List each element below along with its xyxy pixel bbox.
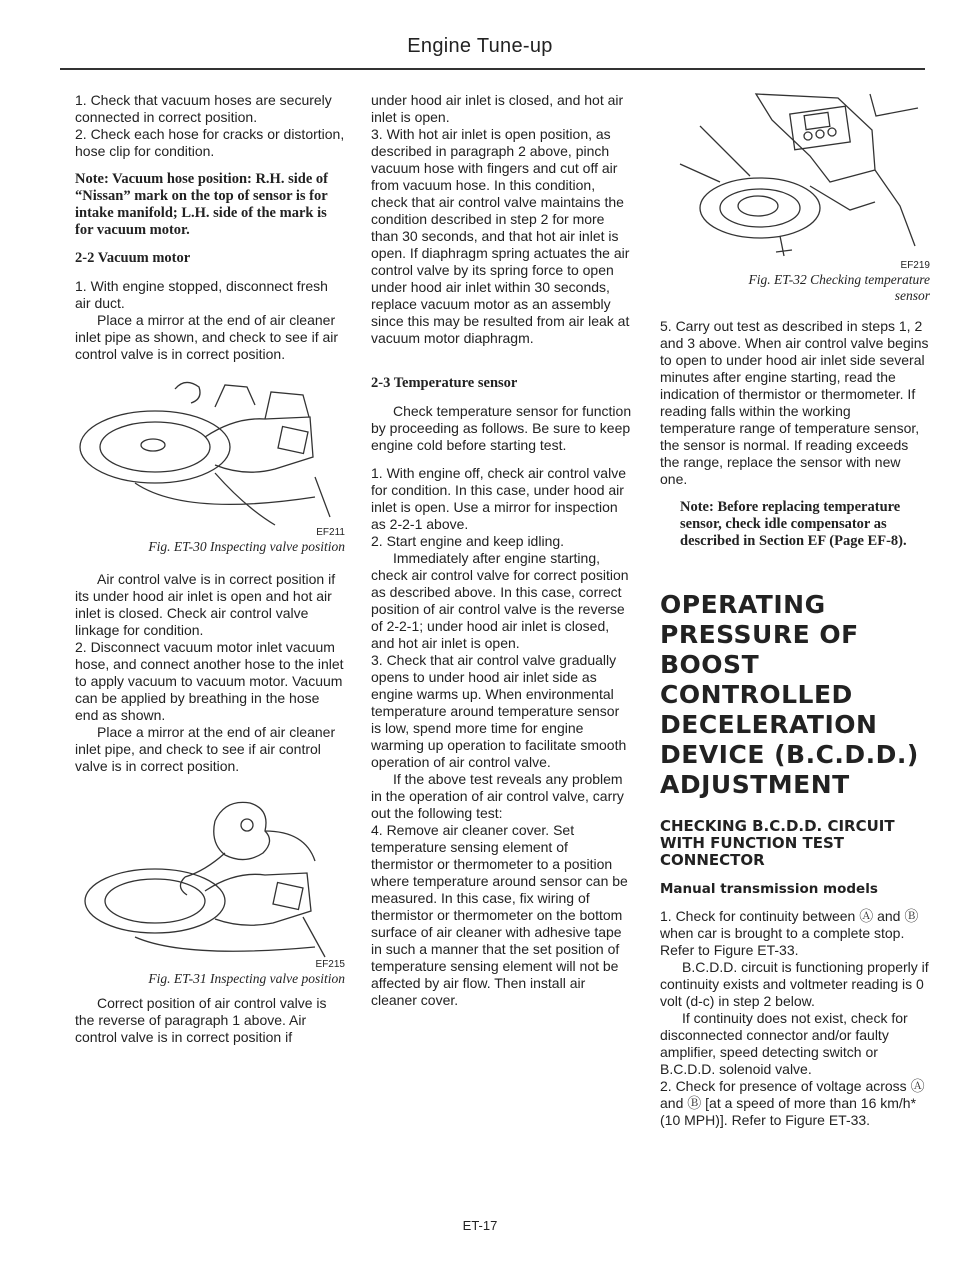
vacuum-breathing-illustration (75, 791, 345, 961)
paragraph: Place a mirror at the end of air cleaner inlet pipe as shown, and check to see if air control valve is in correct position. (75, 312, 339, 362)
paragraph: 1. With engine stopped, disconnect fresh air duct. (75, 278, 328, 311)
figure-et30 (75, 377, 345, 555)
page-header (0, 0, 960, 70)
paragraph: 4. Remove air cleaner cover. Set temperature sensing element of thermistor or thermometer to a position where temperature around sensor can be measured. In this case, fix wiring of thermistor or thermometer on the bottom surface of air cleaner with adhesive tape in such a manner that the set position of temperature sensing element will not be affected by air flow. Then install air cleaner cover. (371, 822, 628, 1008)
section-heading: 2-2 Vacuum motor (75, 250, 191, 266)
paragraph: Check temperature sensor for function by proceeding as follows. Be sure to keep engine cold before starting test. (371, 403, 632, 453)
column-right (660, 92, 930, 1129)
column-left (75, 92, 345, 1046)
figure-code: EF215 (315, 959, 345, 970)
paragraph: 1. Check that vacuum hoses are securely connected in correct position. (75, 92, 332, 125)
major-heading: OPERATING PRESSURE OF BOOST CONTROLLED DECELERATION DEVICE (B.C.D.D.) ADJUSTMENT (660, 590, 919, 799)
paragraph: B.C.D.D. circuit is functioning properly if continuity exists and voltmeter reading is 0 volt (d-c) in step 2 below. (660, 959, 929, 1009)
paragraph: 5. Carry out test as described in steps 1, 2 and 3 above. When air control valve begins to open to under hood air inlet side several minutes after engine starting, read the indication of thermistor or thermometer. If reading falls within the working temperature range of temperature sensor, the sensor is normal. If reading exceeds the range, replace the sensor with new one. (660, 318, 929, 487)
paragraph: 1. With engine off, check air control valve for condition. In this case, under hood air inlet is open. Use a mirror for inspection as 2-2-1 above. (371, 465, 626, 532)
subsubsection-heading: Manual transmission models (660, 881, 878, 897)
paragraph: 2. Check for presence of voltage across Ⓐ and Ⓑ [at a speed of more than 16 km/h* (10 MPH)]. Refer to Figure ET-33. (660, 1078, 925, 1128)
page-title: Engine Tune-up (407, 35, 553, 57)
subsection-heading: CHECKING B.C.D.D. CIRCUIT WITH FUNCTION TEST CONNECTOR (660, 817, 895, 869)
figure-code: EF219 (900, 260, 930, 271)
paragraph: Immediately after engine starting, check air control valve for correct position as described above. In this case, correct position of air control valve is the reverse of 2-2-1; under hood air inlet is closed, and hot air inlet is open. (371, 550, 629, 651)
paragraph: Correct position of air control valve is the reverse of paragraph 1 above. Air control valve is in correct position if (75, 995, 327, 1045)
paragraph: under hood air inlet is closed, and hot air inlet is open. (371, 92, 624, 125)
column-middle (371, 92, 633, 1009)
paragraph: If continuity does not exist, check for disconnected connector and/or faulty amplifier, speed detecting switch or B.C.D.D. solenoid valve. (660, 1010, 908, 1077)
paragraph: 3. With hot air inlet is open position, as described in paragraph 2 above, pinch vacuum hose with fingers and cut off air from vacuum hose. In this condition, check that air control valve maintains the condition described in step 2 for more than 30 seconds, and that hot air inlet is open. If diaphragm spring actuates the air control valve by its spring force to open under hood air inlet within 30 seconds, replace vacuum motor as an assembly since this may be resulted from air leak at vacuum motor diaphragm. (371, 126, 630, 346)
temperature-sensor-illustration (660, 86, 930, 262)
page-number: ET-17 (462, 1218, 498, 1233)
section-heading: 2-3 Temperature sensor (371, 375, 518, 391)
paragraph: 2. Start engine and keep idling. (371, 533, 565, 549)
paragraph: 2. Check each hose for cracks or distortion, hose clip for condition. (75, 126, 345, 159)
paragraph: 3. Check that air control valve gradually opens to under hood air inlet side as engine warms up. When environmental temperature around temperature sensor is low, spend more time for engine warming up operation to facilitate smooth operation of air control valve. (371, 652, 627, 770)
header-divider (60, 68, 925, 70)
figure-caption: Fig. ET-31 Inspecting valve position (148, 971, 345, 986)
paragraph: Place a mirror at the end of air cleaner inlet pipe, and check to see if air control valve is in correct position. (75, 724, 336, 774)
paragraph: 1. Check for continuity between Ⓐ and Ⓑ when car is brought to a complete stop. Refer to Figure ET-33. (660, 908, 919, 958)
figure-code: EF211 (316, 527, 345, 538)
paragraph: If the above test reveals any problem in the operation of air control valve, carry out the following test: (371, 771, 624, 821)
paragraph: Air control valve is in correct position if its under hood air inlet is open and hot air inlet is closed. Check air control valve linkage for condition. (75, 571, 336, 638)
note: Note: Before replacing temperature sensor, check idle compensator as described in Section EF (Page EF-8). (680, 499, 907, 549)
figure-caption: Fig. ET-32 Checking temperature (748, 272, 930, 287)
valve-mirror-illustration (75, 377, 345, 529)
figure-et32 (660, 86, 930, 304)
note: Note: Vacuum hose position: R.H. side of “Nissan” mark on the top of sensor is for intake manifold; L.H. side of the mark is for vacuum motor. (75, 171, 328, 238)
paragraph: 2. Disconnect vacuum motor inlet vacuum hose, and connect another hose to the inlet to apply vacuum to vacuum motor. Vacuum can be applied by breathing in the hose end as shown. (75, 639, 344, 723)
figure-caption: Fig. ET-30 Inspecting valve position (148, 539, 345, 554)
figure-caption: sensor (894, 288, 930, 303)
figure-et31 (75, 791, 345, 987)
